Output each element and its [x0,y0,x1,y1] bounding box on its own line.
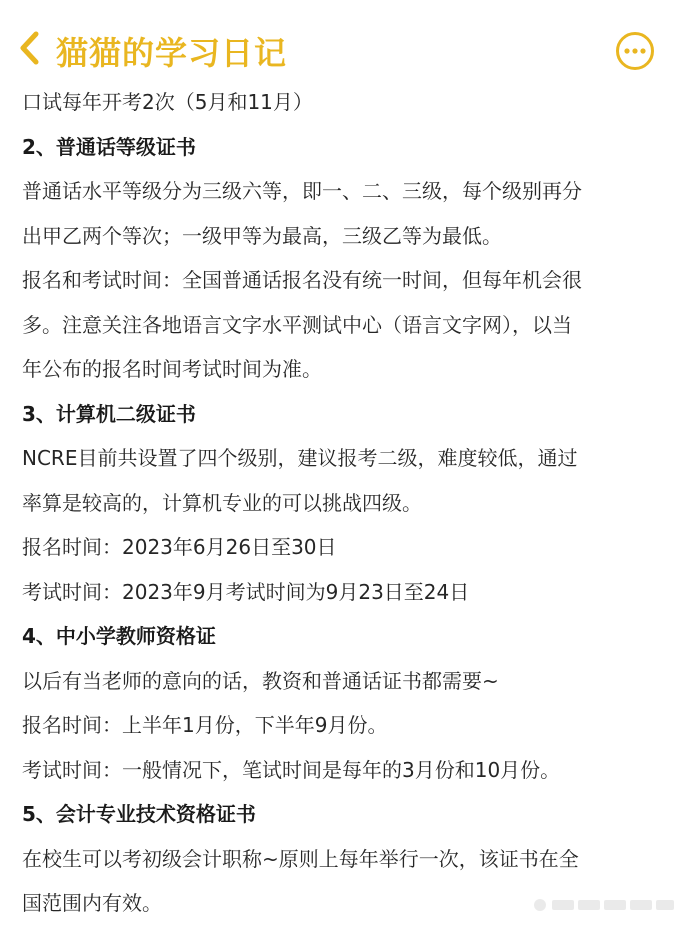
body-text-line: 国范围内有效。 [22,891,162,915]
body-text-line: NCRE目前共设置了四个级别，建议报考二级，难度较低，通过 [22,446,578,470]
body-text-line: 报名时间：2023年6月26日至30日 [22,535,337,559]
page-title: 猫猫的学习日记 [56,34,288,72]
body-text-line: 率算是较高的，计算机专业的可以挑战四级。 [22,490,422,515]
body-text-line: 报名时间：上半年1月份，下半年9月份。 [22,713,388,737]
body-text-line: 考试时间：2023年9月考试时间为9月23日至24日 [22,579,470,604]
body-text-line: 多。注意关注各地语言文字水平测试中心（语言文字网），以当 [22,312,572,337]
section-heading: 2、普通话等级证书 [22,134,196,159]
section-heading: 5、会计专业技术资格证书 [22,802,256,826]
watermark-logo [530,894,680,916]
body-text-line: 普通话水平等级分为三级六等，即一、二、三级，每个级别再分 [22,179,582,203]
more-horizontal-icon [615,31,655,71]
chevron-left-icon [18,31,40,65]
body-text-line: 以后有当老师的意向的话，教资和普通话证书都需要~ [22,668,499,693]
note-body [22,80,670,926]
back-button[interactable] [14,30,44,66]
body-text-line: 在校生可以考初级会计职称~原则上每年举行一次，该证书在全 [22,846,579,871]
top-navigation-bar [0,0,690,90]
body-text-line: 口试每年开考2次（5月和11月） [22,90,313,114]
more-options-button[interactable] [615,31,655,71]
section-heading: 3、计算机二级证书 [22,401,196,426]
body-text-line: 年公布的报名时间考试时间为准。 [22,357,322,381]
body-text-line: 出甲乙两个等次；一级甲等为最高，三级乙等为最低。 [22,223,502,248]
body-text-line: 考试时间：一般情况下，笔试时间是每年的3月份和10月份。 [22,757,561,782]
section-heading: 4、中小学教师资格证 [22,624,216,648]
body-text-line: 报名和考试时间：全国普通话报名没有统一时间，但每年机会很 [22,268,582,292]
